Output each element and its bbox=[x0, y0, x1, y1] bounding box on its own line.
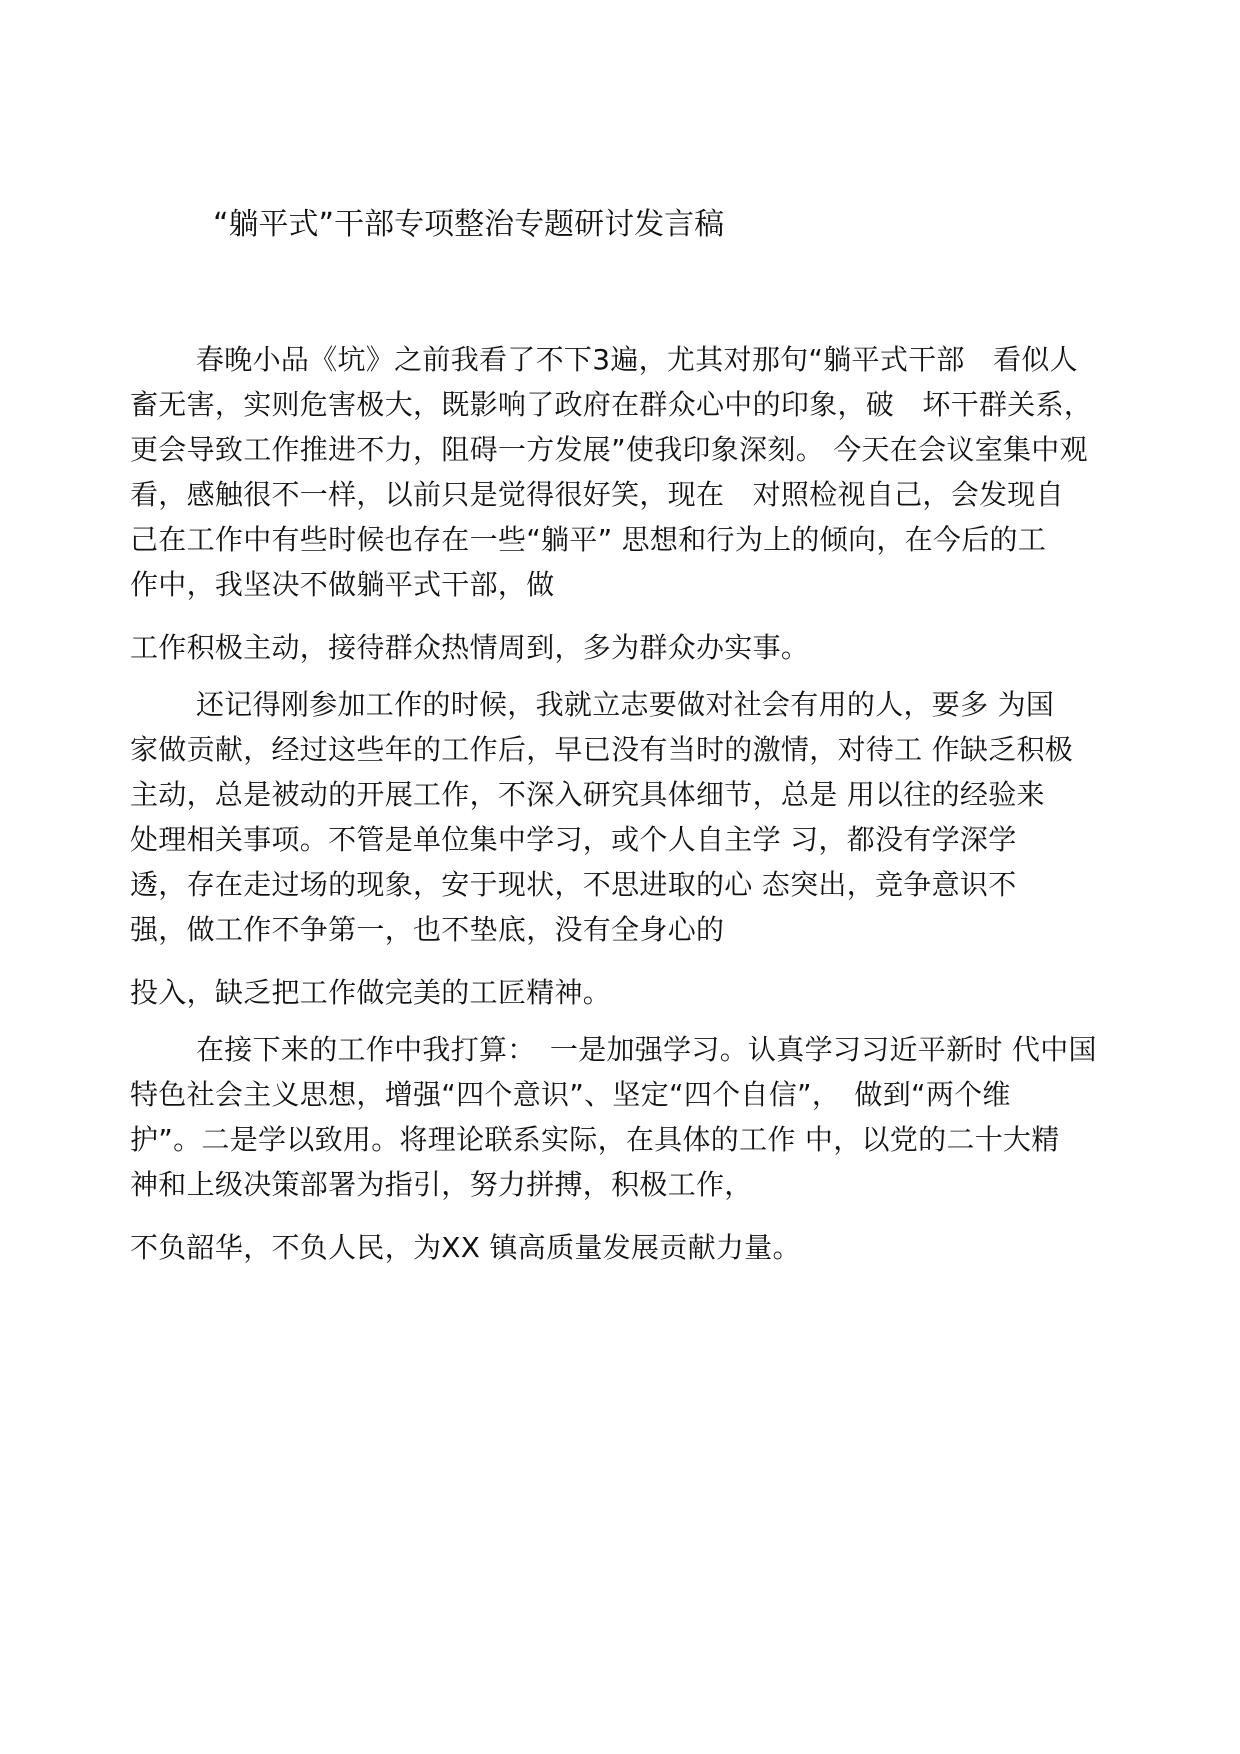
paragraph-2-line-2: 家做贡献，经过这些年的工作后，早已没有当时的激情，对待工 作缺乏积极 bbox=[130, 733, 1074, 766]
paragraph-3-line-5: 不负韶华，不负人民，为XX 镇高质量发展贡献力量。 bbox=[130, 1231, 801, 1264]
paragraph-1-line-4: 看，感触很不一样，以前只是觉得很好笑，现在 对照检视自己，会发现自 bbox=[130, 478, 1064, 511]
paragraph-1-line-1: 春晚小品《坑》之前我看了不下3遍，尤其对那句“躺平式干部 看似人 bbox=[196, 343, 1078, 376]
paragraph-3-line-4: 神和上级决策部署为指引，努力拼搏，积极工作， bbox=[130, 1168, 753, 1201]
paragraph-3-line-1: 在接下来的工作中我打算： 一是加强学习。认真学习习近平新时 代中国 bbox=[196, 1033, 1097, 1066]
document-title: “躺平式”干部专项整治专题研讨发言稿 bbox=[213, 207, 725, 242]
paragraph-1-line-2: 畜无害，实则危害极大，既影响了政府在群众心中的印象，破 坏干群关系， bbox=[130, 388, 1093, 421]
paragraph-3-line-2: 特色社会主义思想，增强“四个意识”、坚定“四个自信”， 做到“两个维 bbox=[130, 1078, 1011, 1111]
paragraph-2-line-4: 处理相关事项。不管是单位集中学习，或个人自主学 习，都没有学深学 bbox=[130, 823, 1017, 856]
paragraph-1-line-7: 工作积极主动，接待群众热情周到，多为群众办实事。 bbox=[130, 631, 810, 664]
paragraph-2-line-7: 投入，缺乏把工作做完美的工匠精神。 bbox=[130, 976, 612, 1009]
paragraph-2-line-1: 还记得刚参加工作的时候，我就立志要做对社会有用的人，要多 为国 bbox=[196, 688, 1055, 721]
paragraph-1-line-3: 更会导致工作推进不力，阻碍一方发展”使我印象深刻。 今天在会议室集中观 bbox=[130, 433, 1088, 466]
paragraph-3-line-3: 护”。二是学以致用。将理论联系实际，在具体的工作 中，以党的二十大精 bbox=[130, 1123, 1060, 1156]
paragraph-2-line-6: 强，做工作不争第一，也不垫底，没有全身心的 bbox=[130, 913, 725, 946]
paragraph-2-line-3: 主动，总是被动的开展工作，不深入研究具体细节，总是 用以往的经验来 bbox=[130, 778, 1045, 811]
paragraph-1-line-6: 作中，我坚决不做躺平式干部，做 bbox=[130, 568, 555, 601]
paragraph-1-line-5: 己在工作中有些时候也存在一些“躺平” 思想和行为上的倾向，在今后的工 bbox=[130, 523, 1047, 556]
paragraph-2-line-5: 透，存在走过场的现象，安于现状，不思进取的心 态突出，竞争意识不 bbox=[130, 868, 1017, 901]
